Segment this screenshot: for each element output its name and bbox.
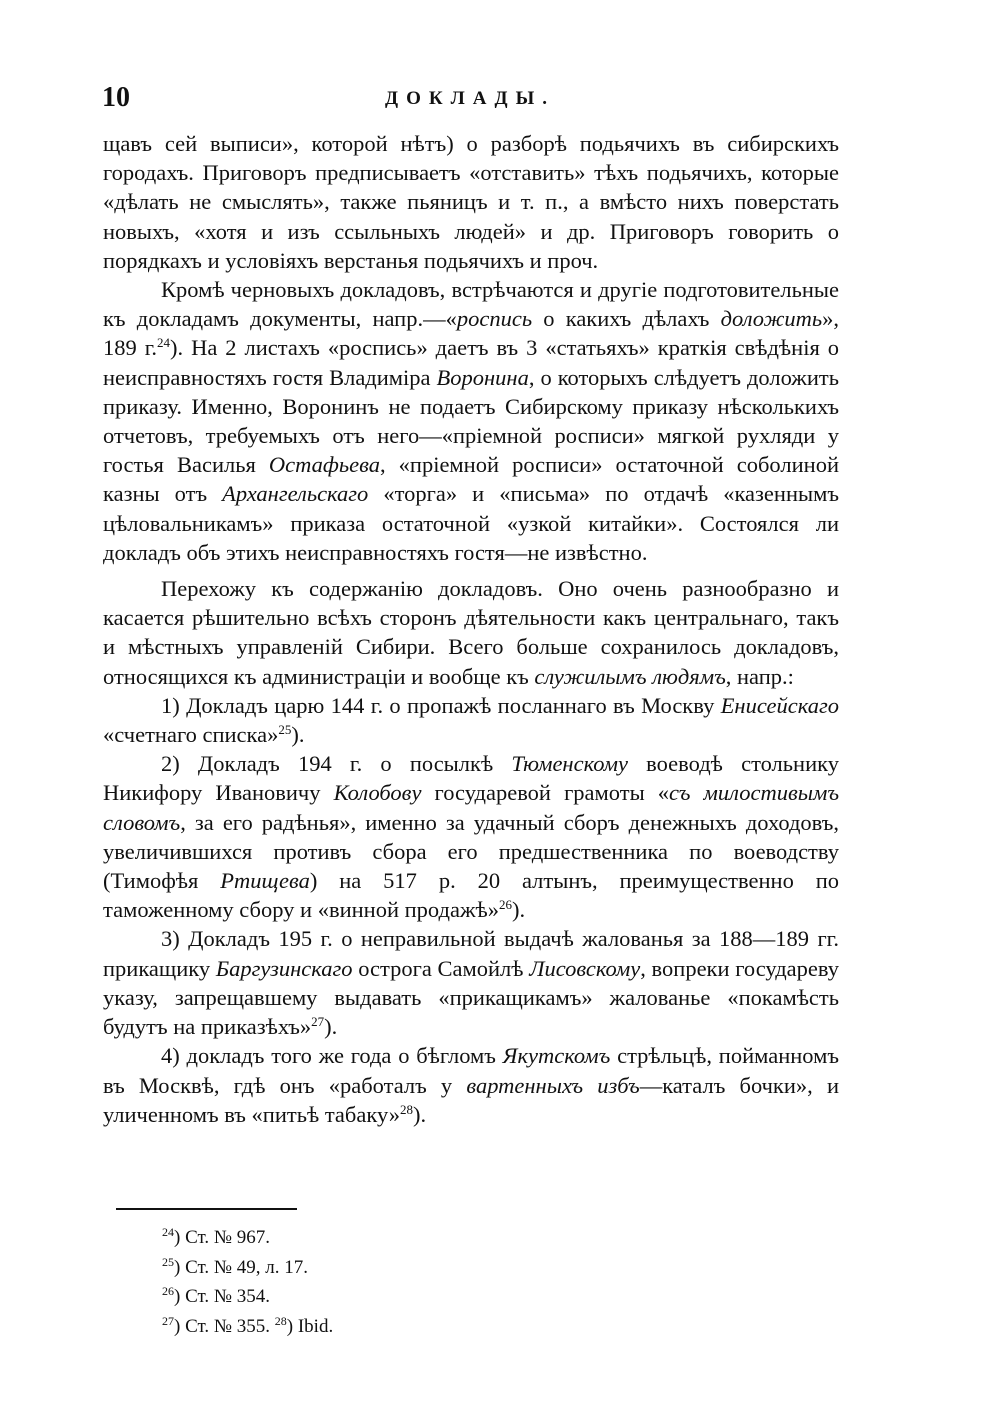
footnote-27-28: $^{27}$) Ст. № 355. $^{28}$) Ibid. bbox=[162, 1313, 334, 1337]
list-item-3: 3) Докладъ 195 г. о неправильной выдачѣ жалованья за 188—189 гг. прикащику Баргузинскаго острога Самойлѣ Лисовскому, вопреки государеву указу, запрещавшему выдавать «прикащикамъ» жалованье «покамѣсть будутъ на приказѣхъ»$^{27}$). bbox=[103, 926, 840, 1040]
footnote-divider bbox=[116, 1208, 297, 1210]
footnote-24: $^{24}$) Ст. № 967. bbox=[162, 1225, 271, 1248]
footnote-ref[interactable]: 28 bbox=[400, 1101, 414, 1117]
paragraph-preparatory-documents: Кромѣ черновыхъ докладовъ, встрѣчаются и другіе подготовительные къ докладамъ документы, напр.—«роспись о какихъ дѣлахъ доложить», 189 г.$^{24}$). На 2 листахъ «роспись» даетъ въ 3 «статьяхъ» краткія свѣдѣнія о неисправностяхъ гостя Владиміра Воронина, о которыхъ слѣдуетъ доложить приказу. Именно, Воронинъ не подаетъ Сибирскому приказу нѣсколькихъ отчетовъ, требуемыхъ отъ него—«пріемной росписи» мягкой рухляди у гостья Василья Остафьева, «пріемной росписи» остаточной соболиной казны отъ Архангельскаго «торга» и «письма» по отдачѣ «казеннымъ цѣловальникамъ» приказа остаточной «узкой китайки». Состоялся ли докладъ объ этихъ неисправностяхъ гостя—не извѣстно. bbox=[103, 277, 840, 565]
list-item-4: 4) докладъ того же года о бѣгломъ Якутскомъ стрѣльцѣ, пойманномъ въ Москвѣ, гдѣ онъ «работалъ у вартенныхъ избъ—каталъ бочки», и уличенномъ въ «питьѣ табаку»$^{28}$). bbox=[103, 1043, 839, 1127]
footnote-ref[interactable]: 27 bbox=[311, 1014, 325, 1030]
footnote-25: $^{25}$) Ст. № 49, л. 17. bbox=[162, 1254, 308, 1278]
footnote-ref[interactable]: 25 bbox=[278, 722, 292, 738]
footnotes bbox=[162, 1223, 562, 1341]
paragraph-contents-of-reports: Перехожу къ содержанію докладовъ. Оно очень разнообразно и касается рѣшительно всѣхъ сторонъ дѣятельности какъ центральнаго, такъ и мѣстныхъ управленій Сибири. Всего больше сохранилось докладовъ, относящихся къ администраціи и вообще къ служилымъ людямъ, напр.: bbox=[103, 576, 839, 689]
paragraph-continuation: щавъ сей выписи», которой нѣтъ) о разборѣ подьячихъ въ сибирскихъ городахъ. Приговоръ предписываетъ «отставить» тѣхъ подьячихъ, которые «дѣлать не смыслять», также пьяницъ и т. п., а вмѣсто нихъ поверстать новыхъ, «хотя и изъ ссыльныхъ людей» и др. Приговоръ говорить о порядкахъ и условіяхъ верстанья подьячихъ и проч. bbox=[103, 131, 839, 273]
footnote-26: $^{26}$) Ст. № 354. bbox=[162, 1284, 271, 1307]
list-item-2: 2) Докладъ 194 г. о посылкѣ Тюменскому воеводѣ стольнику Никифору Ивановичу Колобову государевой грамоты «съ милостивымъ словомъ, за его радѣнья», именно за удачный сборъ денежныхъ доходовъ, увеличившихся противъ сбора его предшественника по воеводству (Тимофѣя Ртищева) на 517 р. 20 алтынъ, преимущественно по таможенному сбору и «винной продажѣ»$^{26}$). bbox=[103, 751, 839, 923]
page-number: 10 bbox=[102, 82, 130, 113]
footnote-ref[interactable]: 26 bbox=[498, 897, 512, 913]
running-head: ДОКЛАДЫ. bbox=[385, 88, 555, 109]
footnote-ref[interactable]: 24 bbox=[157, 335, 171, 351]
body-text bbox=[103, 129, 839, 1129]
list-item-1: 1) Докладъ царю 144 г. о пропажѣ посланнаго въ Москву Енисейскаго «счетнаго списка»$^{25}$). bbox=[103, 692, 839, 748]
